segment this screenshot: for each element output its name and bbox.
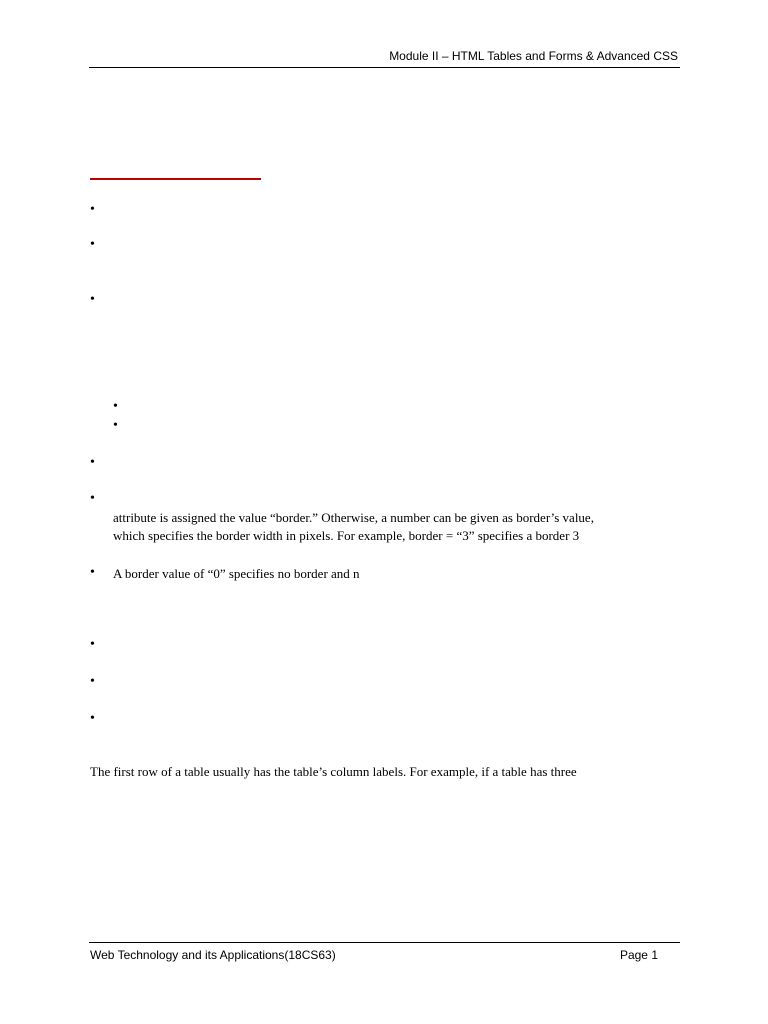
sub-bullet-icon: • <box>113 399 118 414</box>
bullet-icon: • <box>90 292 95 307</box>
border-attribute-text-line-1: attribute is assigned the value “border.” Otherwise, a number can be given as border’s value, <box>113 510 594 525</box>
page-header-title: Module II – HTML Tables and Forms & Advanced CSS <box>389 49 678 63</box>
bullet-icon: • <box>90 674 95 689</box>
bullet-icon: • <box>90 637 95 652</box>
bullet-icon: • <box>90 491 95 506</box>
footer-rule <box>89 942 680 943</box>
first-row-paragraph: The first row of a table usually has the table’s column labels. For example, if a table has three <box>90 764 577 779</box>
section-heading-underline <box>90 178 261 180</box>
border-zero-text: A border value of “0” specifies no border and n <box>113 566 360 581</box>
footer-page-number: Page 1 <box>619 948 658 962</box>
border-attribute-text-line-2: which specifies the border width in pixels. For example, border = “3” specifies a border 3 <box>113 528 580 543</box>
bullet-icon: • <box>90 565 95 580</box>
sub-bullet-icon: • <box>113 418 118 433</box>
bullet-icon: • <box>90 237 95 252</box>
bullet-icon: • <box>90 202 95 217</box>
bullet-icon: • <box>90 711 95 726</box>
header-rule <box>89 67 680 68</box>
footer-course-title: Web Technology and its Applications(18CS63) <box>90 948 336 962</box>
bullet-icon: • <box>90 455 95 470</box>
